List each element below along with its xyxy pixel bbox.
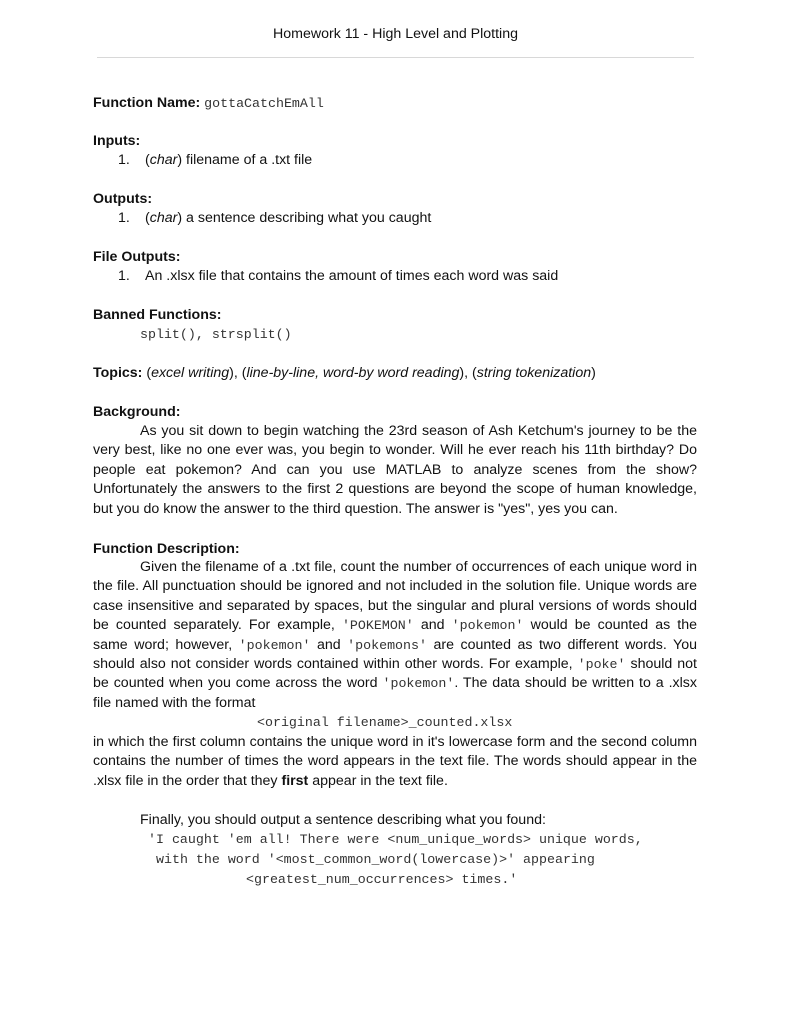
code-example: 'poke'	[577, 656, 626, 672]
topics-row: Topics: (excel writing), (line-by-line, word-by word reading), (string tokenization)	[93, 365, 596, 381]
description-line: in which the first column contains the unique word in it's lowercase form and the second column	[93, 734, 697, 750]
file-outputs-item-number: 1.	[118, 268, 130, 284]
banned-functions-label: Banned Functions:	[93, 307, 222, 323]
background-line: As you sit down to begin watching the 23rd season of Ash Ketchum's journey to be the	[140, 423, 697, 439]
function-name-row	[93, 93, 324, 114]
description-line: case insensitive and separated by spaces, but the singular and plural versions of words should	[93, 597, 697, 614]
code-example: 'pokemon'	[238, 637, 311, 653]
outputs-item-text: a sentence describing what you caught	[182, 210, 432, 226]
outputs-item-number: 1.	[118, 210, 130, 226]
background-line: people eat pokemon? And can you use MATLAB to analyze scenes from the show?	[93, 461, 697, 478]
topics-label: Topics:	[93, 365, 143, 381]
inputs-label: Inputs:	[93, 133, 141, 149]
topic-string-tokenization: string tokenization	[476, 365, 592, 381]
code-example: 'pokemon'	[451, 618, 524, 634]
function-name-label: Function Name:	[93, 95, 201, 111]
output-filename-format: <original filename>_counted.xlsx	[257, 715, 513, 730]
code-example: 'pokemon'	[382, 676, 455, 692]
function-name-value: gottaCatchEmAll	[204, 96, 324, 111]
header-divider	[97, 57, 694, 58]
description-line: file named with the format	[93, 694, 256, 711]
code-example: 'POKEMON'	[341, 618, 414, 634]
function-description-paragraph	[93, 558, 697, 713]
inputs-item-text: filename of a .txt file	[182, 152, 313, 168]
topic-excel-writing: excel writing	[151, 365, 230, 381]
inputs-item-number: 1.	[118, 152, 130, 168]
outputs-label: Outputs:	[93, 191, 153, 207]
file-outputs-label: File Outputs:	[93, 249, 181, 265]
topic-line-reading: line-by-line, word-by word reading	[246, 365, 460, 381]
inputs-item: 1. (char) filename of a .txt file	[118, 152, 313, 168]
file-outputs-item-text: An .xlsx file that contains the amount of times each word was said	[145, 268, 559, 284]
background-paragraph	[93, 422, 697, 519]
description-line: be counted when you come across the word 'pokemon'. The data should be written to a .xlsx	[93, 675, 697, 692]
background-line: very best, like no one ever was, you begin to wonder. Will he ever reach his 11th birthday? Do	[93, 442, 697, 459]
background-label: Background:	[93, 404, 181, 420]
inputs-item-type: char	[149, 152, 178, 168]
description-line: should also not consider words contained within other words. For example, 'poke' should not	[93, 655, 697, 672]
output-sentence-line-1: 'I caught 'em all! There were <num_unique_words> unique words,	[148, 832, 643, 847]
description-line: .xlsx file in the order that they first appear in the text file.	[93, 772, 448, 789]
file-outputs-item	[118, 266, 558, 286]
description-line: contains the number of times the word appears in the text file. The words should appear in the	[93, 753, 697, 770]
function-description-paragraph-2	[93, 733, 697, 791]
function-description-label: Function Description:	[93, 541, 240, 557]
description-line: be counted separately. For example, 'POKEMON' and 'pokemon' would be counted as the	[93, 617, 698, 634]
output-sentence-line-2: with the word '<most_common_word(lowercase)>' appearing	[156, 852, 595, 867]
description-line: same word; however, 'pokemon' and 'pokemons' are counted as two different words. You	[93, 636, 697, 653]
outputs-item-type: char	[149, 210, 178, 226]
page-header-title: Homework 11 - High Level and Plotting	[273, 26, 518, 42]
banned-functions-value: split(), strsplit()	[140, 327, 292, 342]
finally-text: Finally, you should output a sentence describing what you found:	[140, 812, 546, 828]
description-line: Given the filename of a .txt file, count the number of occurrences of each unique word in	[140, 559, 697, 575]
description-line: the file. All punctuation should be ignored and not included in the solution file. Unique words are	[93, 578, 697, 595]
code-example: 'pokemons'	[347, 637, 427, 653]
output-sentence-line-3: <greatest_num_occurrences> times.'	[246, 872, 518, 887]
background-line: but you do know the answer to the third question. The answer is "yes", yes you can.	[93, 500, 618, 517]
outputs-item: 1. (char) a sentence describing what you caught	[118, 210, 432, 226]
background-line: Unfortunately the answers to the first 2 questions are beyond the scope of human knowledge,	[93, 481, 697, 498]
